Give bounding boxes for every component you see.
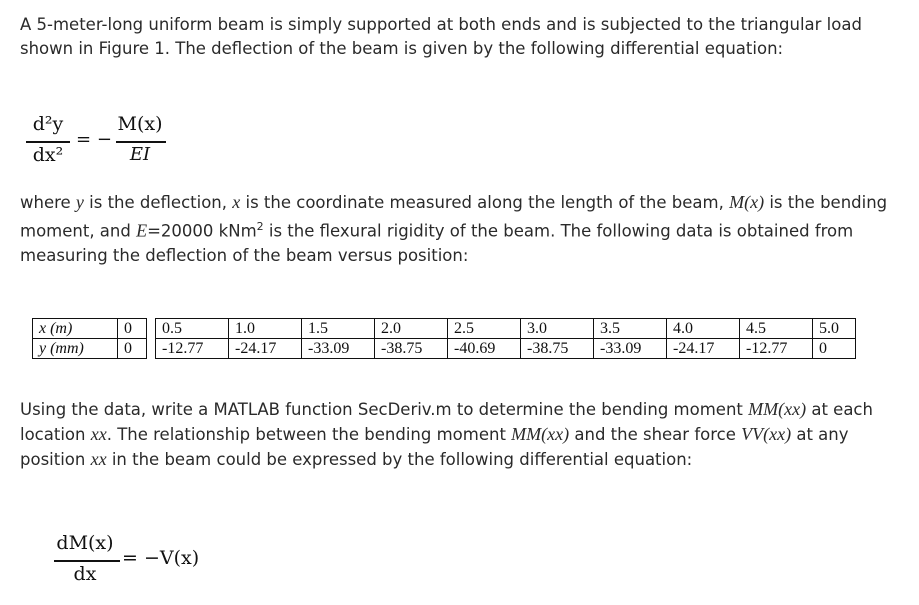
table-cell: -33.09 <box>594 339 667 359</box>
table-cell: -40.69 <box>448 339 521 359</box>
eq1-rhs-numerator: M(x) <box>117 113 163 135</box>
deflection-data-table <box>32 318 856 359</box>
table-cell: 5.0 <box>813 319 856 339</box>
eq2-fraction-bar <box>54 560 120 562</box>
table-cell: 1.5 <box>302 319 375 339</box>
var-E: E <box>136 220 148 241</box>
task-paragraph <box>20 397 905 472</box>
row-label-x: x (m) <box>33 319 118 339</box>
table-cell: -38.75 <box>375 339 448 359</box>
var-VVxx: VV(xx) <box>741 424 792 444</box>
table-row-x <box>33 319 856 339</box>
table-cell: -12.77 <box>740 339 813 359</box>
table-cell: 1.0 <box>229 319 302 339</box>
intro-paragraph <box>20 13 905 61</box>
table-cell: -33.09 <box>302 339 375 359</box>
table-row-y <box>33 339 856 359</box>
eq2-numerator: dM(x) <box>56 532 114 554</box>
para2-line-1: where y is the deflection, x is the coordinate measured along the length of the beam, M(x) is the bending <box>20 192 888 212</box>
table-cell: 2.5 <box>448 319 521 339</box>
superscript-2: 2 <box>256 220 264 233</box>
table-cell: 0 <box>813 339 856 359</box>
var-xx: xx <box>90 424 107 444</box>
table-cell: 2.0 <box>375 319 448 339</box>
para3-line-1: Using the data, write a MATLAB function SecDeriv.m to determine the bending moment MM(xx) at each <box>20 399 873 419</box>
deflection-equation <box>20 110 190 180</box>
eq1-equals-minus: = − <box>76 129 112 150</box>
var-MMxx: MM(xx) <box>748 399 807 419</box>
eq2-denominator: dx <box>73 563 97 585</box>
shear-equation <box>40 530 240 595</box>
para2-line-3: measuring the deflection of the beam versus position: <box>20 245 469 265</box>
var-y: y <box>75 192 84 212</box>
var-Mx: M(x) <box>729 192 765 212</box>
table-cell: -12.77 <box>156 339 229 359</box>
table-cell: -24.17 <box>667 339 740 359</box>
table-cell: 0 <box>118 319 147 339</box>
eq1-lhs-denominator: dx² <box>32 144 64 166</box>
table-cell: 4.0 <box>667 319 740 339</box>
table-cell: 4.5 <box>740 319 813 339</box>
eq1-lhs-fraction-bar <box>26 141 70 143</box>
table-cell: -38.75 <box>521 339 594 359</box>
table-cell: -24.17 <box>229 339 302 359</box>
row-label-y: y (mm) <box>33 339 118 359</box>
var-MMxx: MM(xx) <box>511 424 570 444</box>
para2-line-2: moment, and E=20000 kNm$^2$ is the flexural rigidity of the beam. The following data is obtained from <box>20 220 854 241</box>
definitions-paragraph <box>20 190 905 268</box>
table-cell: 0 <box>118 339 147 359</box>
table-cell: 0.5 <box>156 319 229 339</box>
table-cell: 3.5 <box>594 319 667 339</box>
eq1-rhs-denominator: EI <box>129 144 151 165</box>
intro-line-1: A 5-meter-long uniform beam is simply supported at both ends and is subjected to the triangular load <box>20 15 862 34</box>
eq2-rhs: = −V(x) <box>122 547 200 569</box>
para3-line-2: location xx. The relationship between the bending moment MM(xx) and the shear force VV(xx) at any <box>20 424 849 444</box>
var-xx: xx <box>90 449 107 469</box>
para3-line-3: position xx in the beam could be expressed by the following differential equation: <box>20 449 693 469</box>
intro-line-2: shown in Figure 1. The deflection of the beam is given by the following differential equation: <box>20 39 784 58</box>
var-x: x <box>232 192 241 212</box>
eq1-lhs-numerator: d²y <box>32 113 64 135</box>
table-cell: 3.0 <box>521 319 594 339</box>
eq1-rhs-fraction-bar <box>116 141 166 143</box>
